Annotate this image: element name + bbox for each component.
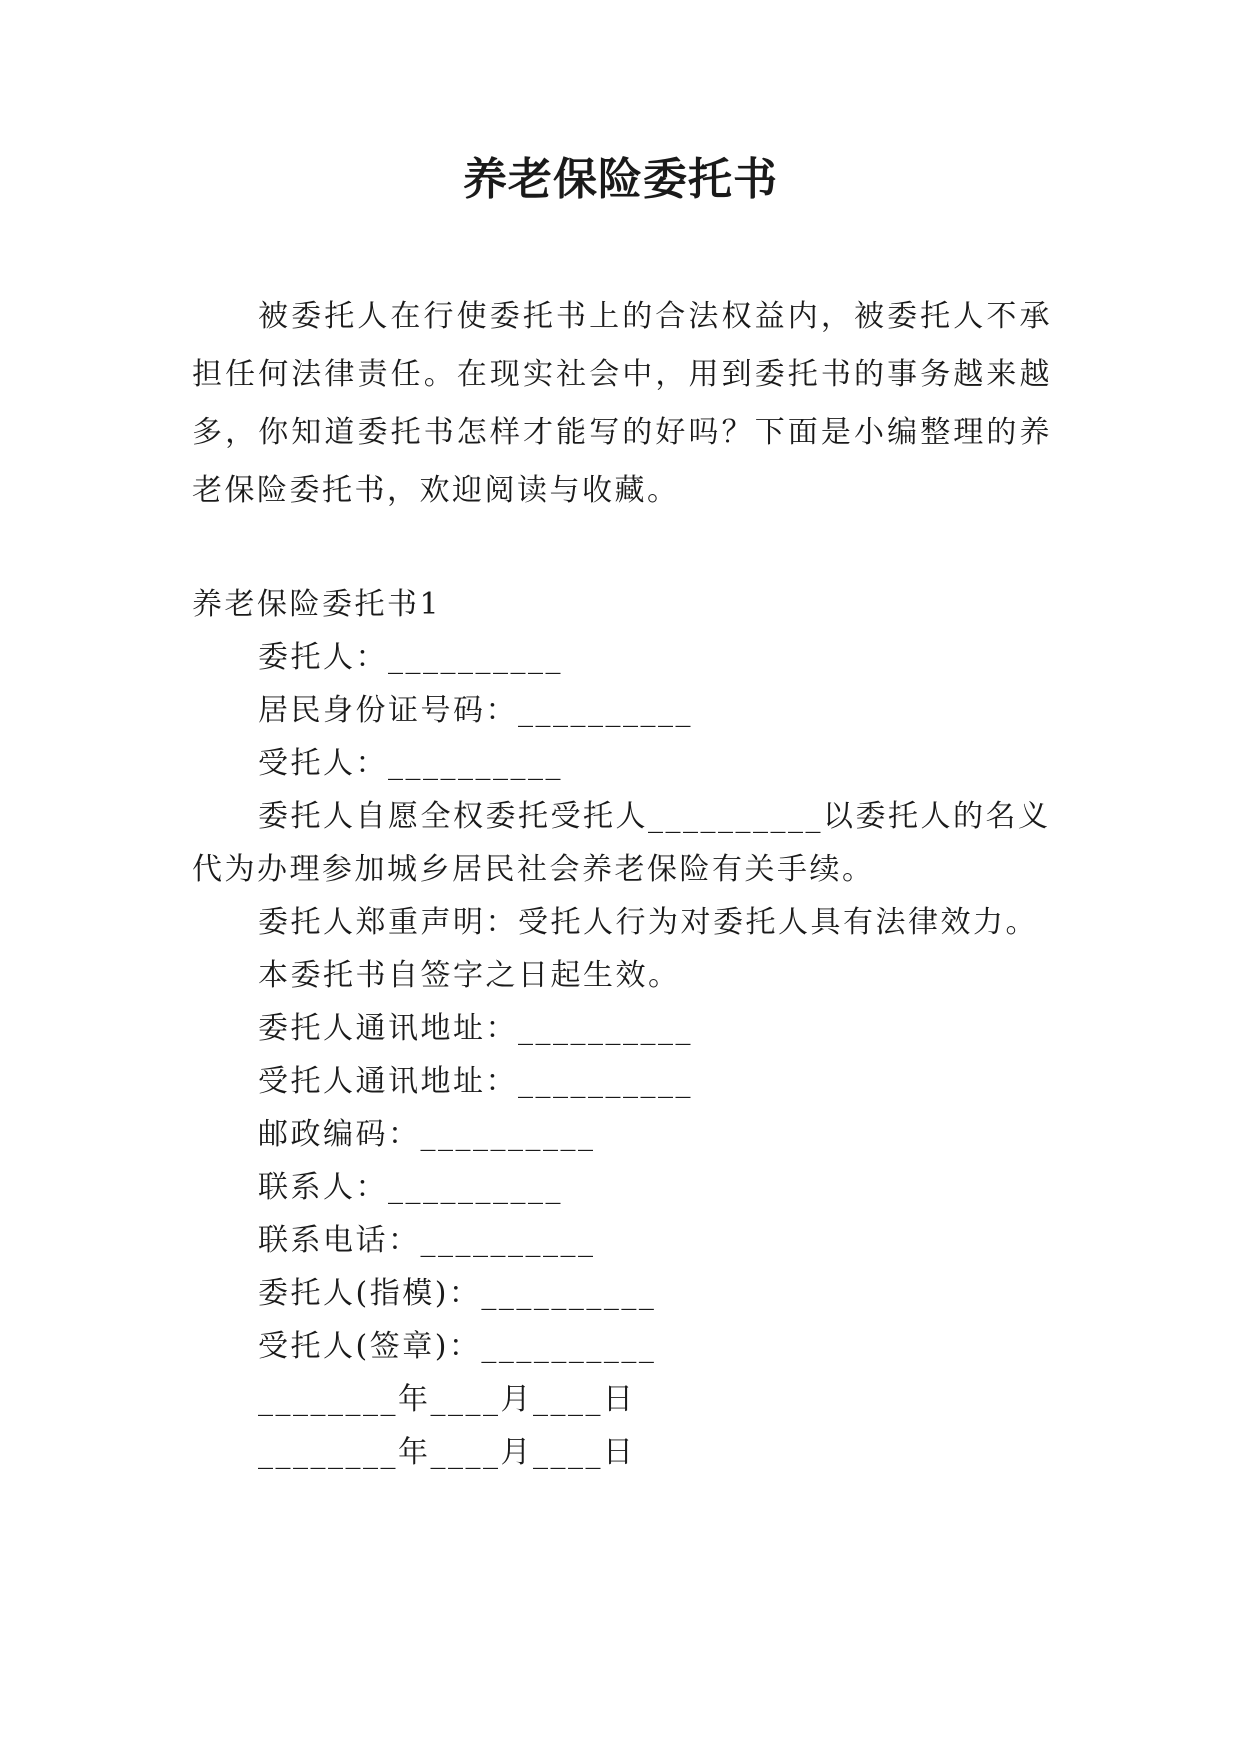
principal-address-field: 委托人通讯地址：__________ [258,1011,693,1046]
effective-line: 本委托书自签字之日起生效。 [258,958,681,993]
postal-code-field: 邮政编码：__________ [258,1117,596,1152]
authorization-line-2: 代为办理参加城乡居民社会养老保险有关手续。 [192,852,875,887]
contact-phone-field: 联系电话：__________ [258,1223,596,1258]
principal-fingerprint-field: 委托人(指模)：__________ [258,1276,657,1311]
authorization-line-1: 委托人自愿全权委托受托人__________以委托人的名义 [258,799,1051,834]
section-heading: 养老保险委托书1 [192,587,442,622]
principal-field: 委托人：__________ [258,640,563,675]
agent-seal-field: 受托人(签章)：__________ [258,1329,657,1364]
contact-person-field: 联系人：__________ [258,1170,563,1205]
declaration-line: 委托人郑重声明：受托人行为对委托人具有法律效力。 [258,905,1038,940]
agent-address-field: 受托人通讯地址：__________ [258,1064,693,1099]
id-number-field: 居民身份证号码：__________ [258,693,693,728]
agent-field: 受托人：__________ [258,746,563,781]
intro-paragraph: 被委托人在行使委托书上的合法权益内，被委托人不承担任何法律责任。在现实社会中，用到委托书的事务越来越多，你知道委托书怎样才能写的好吗？下面是小编整理的养老保险委托书，欢迎阅读与收藏。 [192,299,1052,508]
date-line-1: ________年____月____日 [258,1382,636,1417]
date-line-2: ________年____月____日 [258,1435,636,1470]
document-title: 养老保险委托书 [463,154,778,205]
